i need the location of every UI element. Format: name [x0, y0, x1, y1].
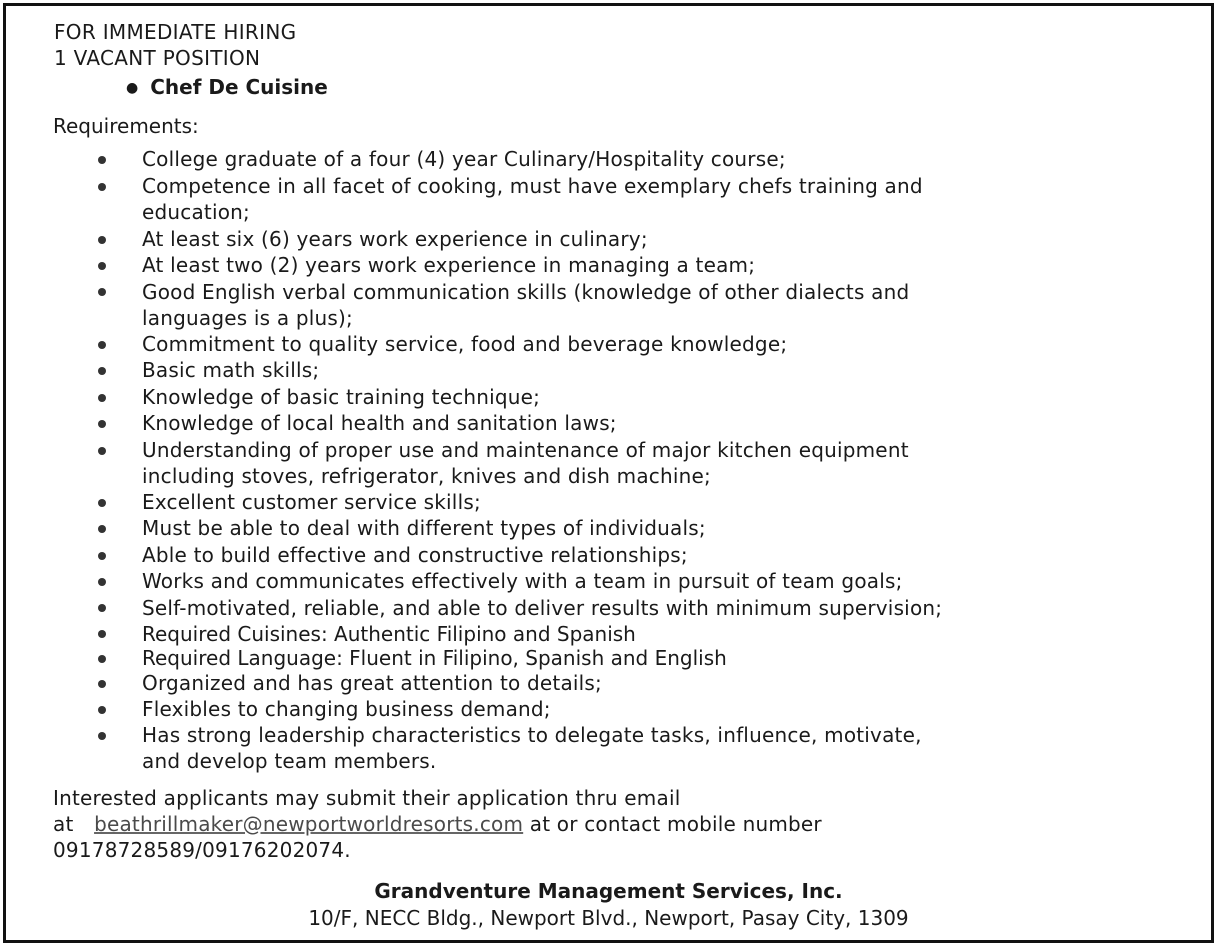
requirement-item-continued: and develop team members. — [142, 749, 437, 773]
bullet-icon — [98, 288, 106, 296]
requirement-item: College graduate of a four (4) year Culinary/Hospitality course; — [142, 147, 786, 171]
requirement-item: Knowledge of basic training technique; — [142, 385, 541, 409]
requirement-item: Commitment to quality service, food and beverage knowledge; — [142, 332, 788, 356]
email-link[interactable]: beathrillmaker@newportworldresorts.com — [94, 812, 524, 836]
bullet-icon — [98, 706, 106, 714]
bullet-icon — [98, 525, 106, 533]
requirement-item: At least two (2) years work experience in managing a team; — [142, 253, 756, 277]
bullet-icon — [98, 420, 106, 428]
requirement-item: Knowledge of local health and sanitation laws; — [142, 411, 617, 435]
requirement-item: Understanding of proper use and maintenance of major kitchen equipment — [142, 438, 909, 462]
requirement-item: Flexibles to changing business demand; — [142, 697, 551, 721]
bullet-icon — [98, 262, 106, 270]
phone-numbers: 09178728589/09176202074. — [53, 838, 351, 862]
bullet-icon — [98, 183, 106, 191]
requirement-item: Must be able to deal with different types of individuals; — [142, 516, 706, 540]
requirement-item: Self-motivated, reliable, and able to deliver results with minimum supervision; — [142, 596, 943, 620]
requirement-item: Able to build effective and constructive relationships; — [142, 543, 688, 567]
position-title — [126, 75, 328, 99]
bullet-icon — [98, 630, 106, 638]
requirement-item: Basic math skills; — [142, 358, 320, 382]
contact-line — [53, 812, 822, 836]
company-address: 10/F, NECC Bldg., Newport Blvd., Newport, Pasay City, 1309 — [308, 906, 909, 930]
bullet-icon — [98, 367, 106, 375]
requirement-item: Required Cuisines: Authentic Filipino and Spanish — [142, 622, 636, 646]
bullet-icon — [98, 655, 106, 663]
bullet-icon — [98, 236, 106, 244]
requirement-item-continued: education; — [142, 200, 250, 224]
bullet-icon — [98, 341, 106, 349]
requirement-item: At least six (6) years work experience in culinary; — [142, 227, 648, 251]
requirement-item: Organized and has great attention to details; — [142, 671, 602, 695]
bullet-icon — [98, 680, 106, 688]
requirement-item: Good English verbal communication skills (knowledge of other dialects and — [142, 280, 910, 304]
requirement-item: Has strong leadership characteristics to delegate tasks, influence, motivate, — [142, 723, 922, 747]
requirement-item: Competence in all facet of cooking, must have exemplary chefs training and — [142, 174, 923, 198]
position-label: Chef De Cuisine — [150, 75, 328, 99]
at-prefix: at — [53, 812, 74, 836]
bullet-icon: ● — [126, 80, 139, 96]
requirement-item: Required Language: Fluent in Filipino, Spanish and English — [142, 646, 727, 670]
hiring-heading: FOR IMMEDIATE HIRING — [54, 20, 297, 44]
bullet-icon — [98, 499, 106, 507]
requirement-item-continued: languages is a plus); — [142, 306, 353, 330]
bullet-icon — [98, 394, 106, 402]
requirement-item: Works and communicates effectively with a team in pursuit of team goals; — [142, 569, 903, 593]
requirements-title: Requirements: — [53, 114, 199, 138]
requirement-item-continued: including stoves, refrigerator, knives and dish machine; — [142, 464, 711, 488]
application-instructions: Interested applicants may submit their application thru email — [53, 786, 681, 810]
bullet-icon — [98, 604, 106, 612]
company-name: Grandventure Management Services, Inc. — [374, 879, 843, 903]
bullet-icon — [98, 732, 106, 740]
bullet-icon — [98, 447, 106, 455]
bullet-icon — [98, 156, 106, 164]
vacancy-count: 1 VACANT POSITION — [54, 46, 261, 70]
mobile-prefix: at or contact mobile number — [529, 812, 822, 836]
bullet-icon — [98, 578, 106, 586]
bullet-icon — [98, 552, 106, 560]
requirement-item: Excellent customer service skills; — [142, 490, 481, 514]
